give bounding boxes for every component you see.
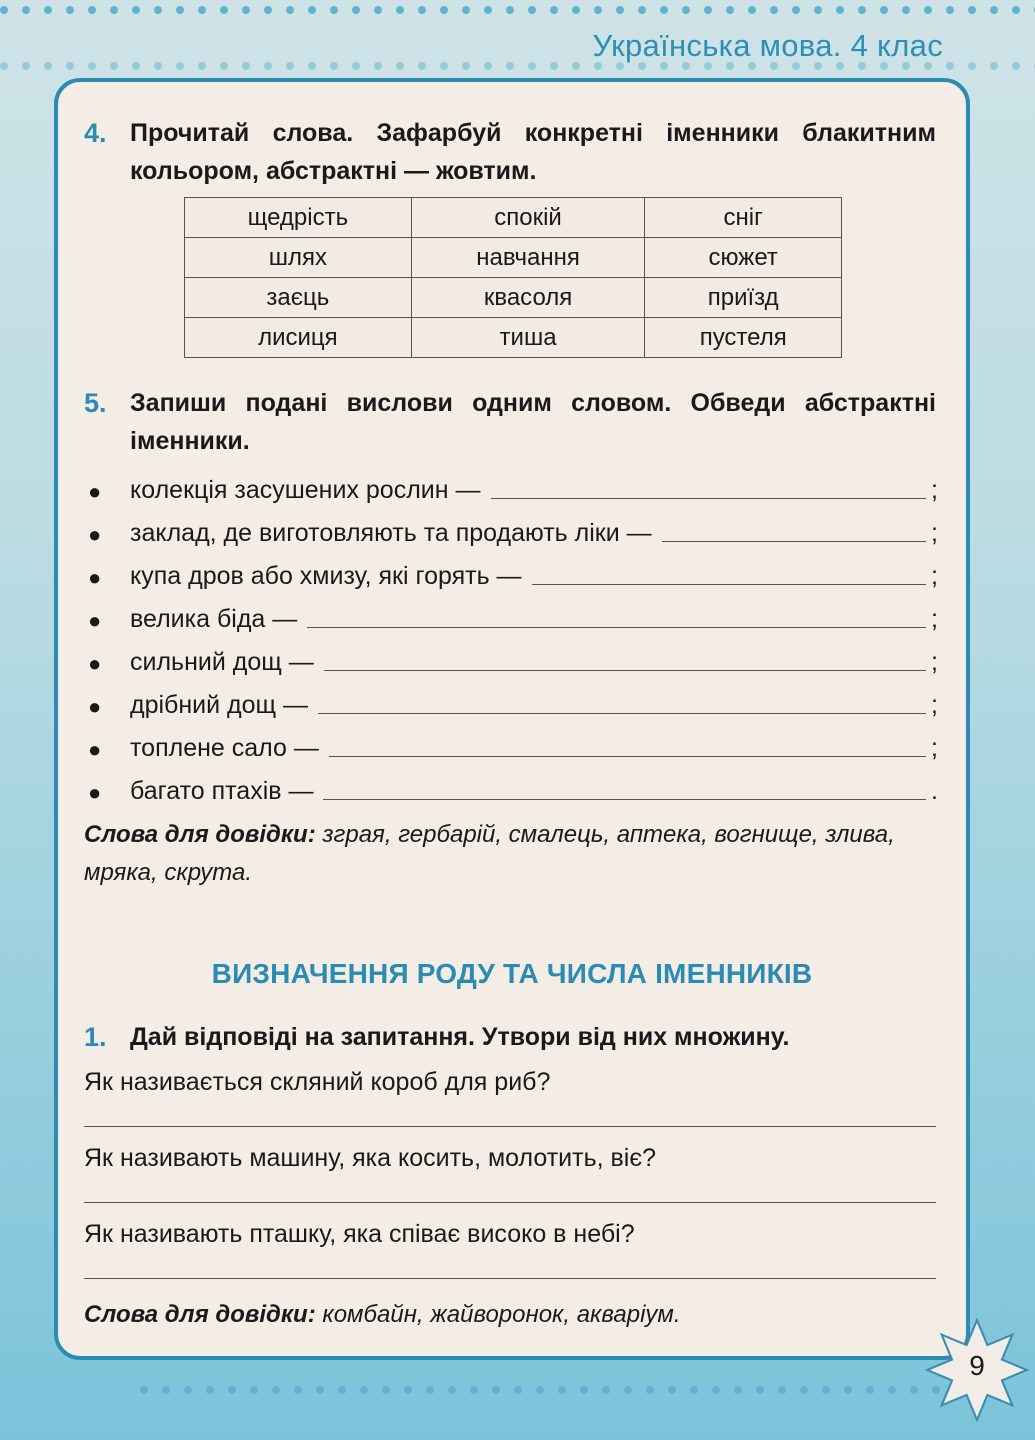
word-cell[interactable]: сніг [645, 198, 842, 238]
exercise-1-heading [84, 1018, 936, 1056]
list-item [84, 677, 938, 720]
book-title: Українська мова. 4 клас [592, 28, 943, 63]
exercise-5-heading [84, 384, 936, 460]
reference-label: Слова для довідки: [84, 821, 316, 848]
word-cell[interactable]: квасоля [411, 278, 645, 318]
list-item [84, 548, 938, 591]
word-cell[interactable]: пустеля [645, 318, 842, 358]
exercise-5-instruction: Запиши подані вислови одним словом. Обведи абстрактні іменники. [130, 389, 936, 455]
list-item [84, 462, 938, 505]
bullet-icon: ● [88, 608, 102, 633]
question-3: Як називають пташку, яка співає високо в небі? [84, 1220, 635, 1248]
table-row [185, 278, 842, 318]
exercise-1-instruction: Дай відповіді на запитання. Утвори від них множину. [130, 1023, 790, 1051]
answer-blank[interactable] [491, 470, 926, 499]
exercise-card [54, 78, 970, 1360]
answer-blank[interactable] [323, 771, 926, 800]
punctuation: ; [931, 562, 938, 590]
phrase-text: заклад, де виготовляють та продають ліки — [130, 519, 652, 547]
list-item [84, 505, 938, 548]
decorative-dots-bottom [140, 1386, 940, 1394]
punctuation: ; [931, 691, 938, 719]
words-table [184, 197, 842, 358]
reference-words: зграя, гербарій, смалець, аптека, вогнище, злива, мряка, скрута. [84, 821, 895, 886]
list-item [84, 591, 938, 634]
reference-words: комбайн, жайворонок, акваріум. [322, 1301, 681, 1328]
answer-blank[interactable] [662, 513, 926, 542]
bullet-icon: ● [88, 522, 102, 547]
table-row [185, 238, 842, 278]
phrase-text: сильний дощ — [130, 648, 314, 676]
question-2: Як називають машину, яка косить, молотить, віє? [84, 1144, 656, 1172]
punctuation: ; [931, 476, 938, 504]
word-cell[interactable]: тиша [411, 318, 645, 358]
bullet-icon: ● [88, 479, 102, 504]
punctuation: ; [931, 648, 938, 676]
punctuation: ; [931, 605, 938, 633]
word-cell[interactable]: спокій [411, 198, 645, 238]
bullet-icon: ● [88, 737, 102, 762]
punctuation: ; [931, 519, 938, 547]
word-cell[interactable]: щедрість [185, 198, 412, 238]
answer-blank[interactable] [307, 599, 926, 628]
exercise-5-number: 5. [84, 388, 107, 418]
phrase-text: колекція засушених рослин — [130, 476, 481, 504]
phrase-text: велика біда — [130, 605, 298, 633]
word-cell[interactable]: навчання [411, 238, 645, 278]
bullet-icon: ● [88, 565, 102, 590]
decorative-dots-top [0, 6, 1035, 14]
exercise-4-number: 4. [84, 118, 107, 148]
question-1: Як називається скляний короб для риб? [84, 1068, 551, 1096]
exercise-5-list [84, 462, 938, 806]
punctuation: . [931, 777, 938, 805]
phrase-text: топлене сало — [130, 734, 319, 762]
bullet-icon: ● [88, 780, 102, 805]
list-item [84, 720, 938, 763]
phrase-text: купа дров або хмизу, які горять — [130, 562, 522, 590]
bullet-icon: ● [88, 651, 102, 676]
exercise-4-instruction: Прочитай слова. Зафарбуй конкретні іменники блакитним кольором, абстрактні — жовтим. [130, 119, 936, 185]
section-title: ВИЗНАЧЕННЯ РОДУ ТА ЧИСЛА ІМЕННИКІВ [211, 958, 813, 989]
word-cell[interactable]: заєць [185, 278, 412, 318]
table-row [185, 198, 842, 238]
answer-blank[interactable] [318, 685, 926, 714]
word-cell[interactable]: приїзд [645, 278, 842, 318]
answer-blank[interactable] [329, 728, 926, 757]
list-item [84, 634, 938, 677]
phrase-text: дрібний дощ — [130, 691, 309, 719]
word-cell[interactable]: сюжет [645, 238, 842, 278]
reference-label: Слова для довідки: [84, 1301, 316, 1328]
table-row [185, 318, 842, 358]
list-item [84, 763, 938, 806]
answer-blank[interactable] [324, 642, 926, 671]
answer-blank[interactable] [532, 556, 926, 585]
exercise-5-reference [84, 816, 936, 892]
punctuation: ; [931, 734, 938, 762]
word-cell[interactable]: шлях [185, 238, 412, 278]
page-number: 9 [969, 1350, 985, 1381]
answer-line-3[interactable] [84, 1256, 936, 1279]
exercise-1-number: 1. [84, 1022, 107, 1052]
answer-line-2[interactable] [84, 1180, 936, 1203]
phrase-text: багато птахів — [130, 777, 314, 805]
bullet-icon: ● [88, 694, 102, 719]
exercise-1-reference [84, 1296, 936, 1334]
exercise-4-heading [84, 114, 936, 190]
answer-line-1[interactable] [84, 1104, 936, 1127]
word-cell[interactable]: лисиця [185, 318, 412, 358]
